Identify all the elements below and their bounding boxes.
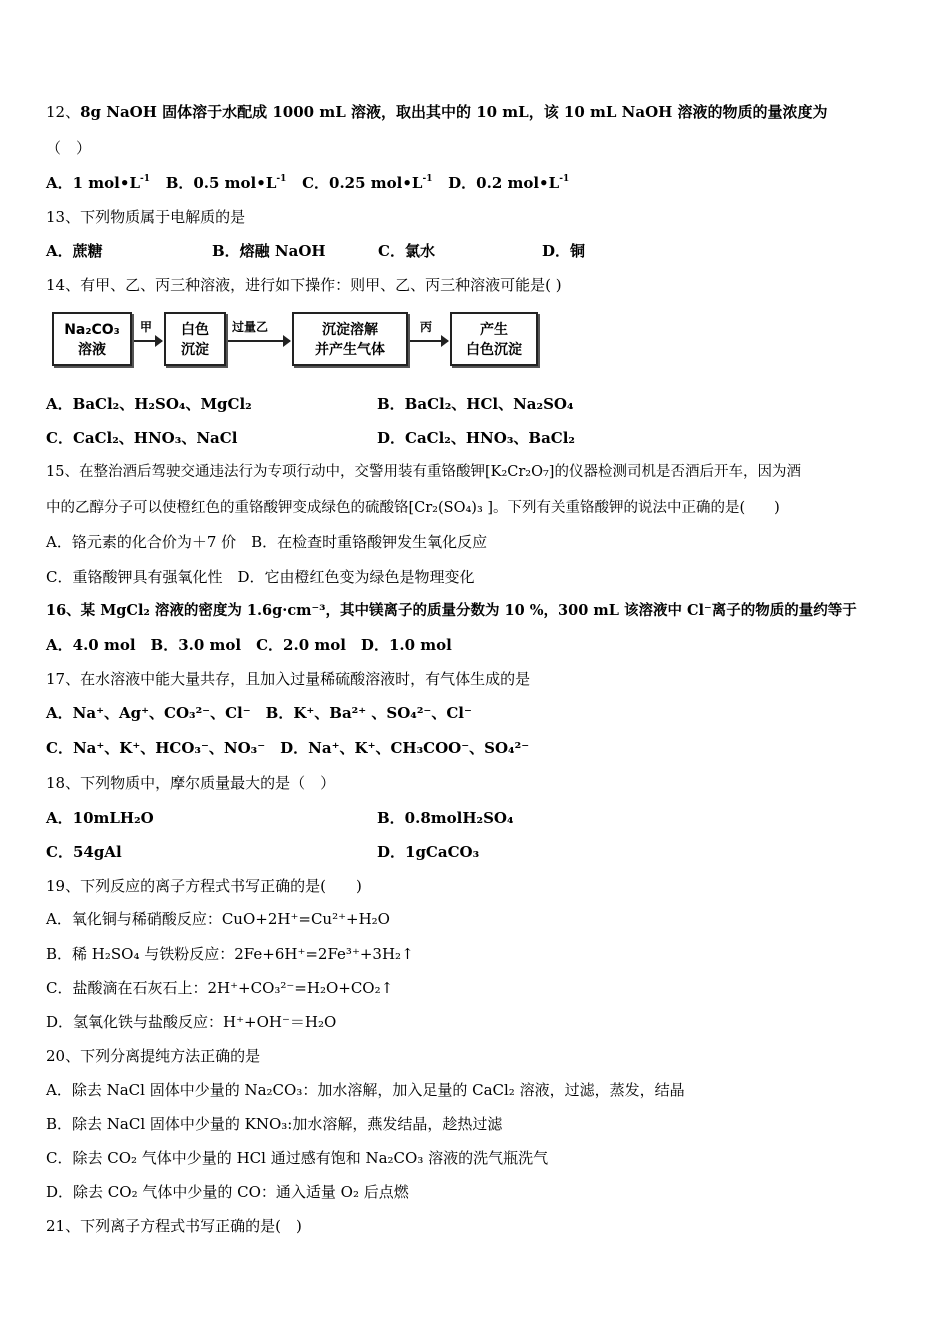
flow-box-result: 产生 白色沉淀 bbox=[450, 312, 538, 366]
q20-stem: 20、下列分离提纯方法正确的是 bbox=[46, 1047, 261, 1065]
q14-option-d: D．CaCl₂、HNO₃、BaCl₂ bbox=[377, 429, 575, 447]
q19-option-b: B．稀 H₂SO₄ 与铁粉反应：2Fe+6H⁺=2Fe³⁺+3H₂↑ bbox=[46, 945, 414, 963]
q14-option-c: C．CaCl₂、HNO₃、NaCl bbox=[46, 429, 238, 447]
flow-label-yi: 过量乙 bbox=[232, 320, 269, 334]
q19-option-c: C．盐酸滴在石灰石上：2H⁺+CO₃²⁻=H₂O+CO₂↑ bbox=[46, 979, 394, 997]
q12-options bbox=[46, 173, 569, 193]
q15-options-ab: A．铬元素的化合价为＋7 价 B．在检查时重铬酸钾发生氧化反应 bbox=[46, 533, 488, 551]
q17-stem: 17、在水溶液中能大量共存，且加入过量稀硫酸溶液时，有气体生成的是 bbox=[46, 670, 531, 688]
q20-option-c: C．除去 CO₂ 气体中少量的 HCl 通过感有饱和 Na₂CO₃ 溶液的洗气瓶洗气 bbox=[46, 1149, 549, 1167]
q14-flow-diagram bbox=[52, 310, 542, 370]
q19-stem: 19、下列反应的离子方程式书写正确的是( ) bbox=[46, 877, 362, 895]
q15-stem-line2: 中的乙醇分子可以使橙红色的重铬酸钾变成绿色的硫酸铬[Cr₂(SO₄)₃ ]。下列有关重铬酸钾的说法中正确的是( ) bbox=[46, 500, 780, 516]
q14-option-b: B．BaCl₂、HCl、Na₂SO₄ bbox=[377, 395, 574, 413]
q18-option-c: C．54gAl bbox=[46, 843, 122, 861]
flow-arrow-3 bbox=[410, 340, 448, 342]
q12-option-d: D．0.2 $mol•L^{-1}$ bbox=[448, 174, 570, 192]
flow-box-na2co3: Na₂CO₃ 溶液 bbox=[52, 312, 132, 366]
q12-paren: （ ） bbox=[46, 139, 92, 157]
q19-option-d: D．氢氧化铁与盐酸反应：H⁺+OH⁻＝H₂O bbox=[46, 1013, 337, 1031]
flow-box-precipitate: 白色 沉淀 bbox=[164, 312, 226, 366]
q18-option-a: A．10mLH₂O bbox=[46, 809, 154, 827]
q15-options-cd: C．重铬酸钾具有强氧化性 D．它由橙红色变为绿色是物理变化 bbox=[46, 568, 475, 586]
q14-stem: 14、有甲、乙、丙三种溶液，进行如下操作：则甲、乙、丙三种溶液可能是( ) bbox=[46, 276, 562, 294]
q12-option-c: C．0.25 $mol•L^{-1}$ bbox=[302, 174, 433, 192]
q18-option-b: B．0.8molH₂SO₄ bbox=[377, 809, 514, 827]
q20-option-a: A．除去 NaCl 固体中少量的 Na₂CO₃：加水溶解，加入足量的 CaCl₂ 溶液，过滤，蒸发，结晶 bbox=[46, 1081, 685, 1099]
q16-options: A．4.0 mol B．3.0 mol C．2.0 mol D．1.0 mol bbox=[46, 636, 452, 654]
q13-option-b: B．熔融 NaOH bbox=[212, 242, 326, 260]
flow-box-dissolve: 沉淀溶解 并产生气体 bbox=[292, 312, 408, 366]
q15-stem-line1: 15、在整治酒后驾驶交通违法行为专项行动中，交警用装有重铬酸钾[K₂Cr₂O₇]的仪器检测司机是否酒后开车，因为酒 bbox=[46, 464, 801, 480]
q13-option-a: A．蔗糖 bbox=[46, 242, 103, 260]
q14-option-a: A．BaCl₂、H₂SO₄、MgCl₂ bbox=[46, 395, 252, 413]
q17-options-cd: C．Na⁺、K⁺、HCO₃⁻、NO₃⁻ D．Na⁺、K⁺、CH₃COO⁻、SO₄²⁻ bbox=[46, 739, 530, 757]
q12-stem-text: 8g NaOH 固体溶于水配成 1000 mL 溶液，取出其中的 10 mL，该 10 mL NaOH 溶液的物质的量浓度为 bbox=[80, 103, 828, 121]
q13-option-d: D．铜 bbox=[542, 242, 586, 260]
q16-stem: 16、某 MgCl₂ 溶液的密度为 1.6g·cm⁻³，其中镁离子的质量分数为 10 %，300 mL 该溶液中 Cl⁻离子的物质的量约等于 bbox=[46, 602, 857, 619]
q13-stem: 13、下列物质属于电解质的是 bbox=[46, 208, 246, 226]
q20-option-d: D．除去 CO₂ 气体中少量的 CO：通入适量 O₂ 后点燃 bbox=[46, 1183, 409, 1201]
flow-arrow-1 bbox=[134, 340, 162, 342]
q12-option-a: A．1 $mol•L^{-1}$ bbox=[46, 174, 151, 192]
q12-number: 12、 bbox=[46, 103, 81, 121]
flow-label-bing: 丙 bbox=[420, 320, 433, 334]
q13-option-c: C．氯水 bbox=[378, 242, 435, 260]
flow-label-jia: 甲 bbox=[140, 320, 153, 334]
flow-arrow-2 bbox=[228, 340, 290, 342]
q20-option-b: B．除去 NaCl 固体中少量的 KNO₃:加水溶解，燕发结晶，趁热过滤 bbox=[46, 1115, 503, 1133]
q19-option-a: A．氧化铜与稀硝酸反应：CuO+2H⁺=Cu²⁺+H₂O bbox=[46, 910, 390, 928]
q12-stem bbox=[46, 102, 828, 122]
q17-options-ab: A．Na⁺、Ag⁺、CO₃²⁻、Cl⁻ B．K⁺、Ba²⁺ 、SO₄²⁻、Cl⁻ bbox=[46, 704, 472, 722]
q18-option-d: D．1gCaCO₃ bbox=[377, 843, 480, 861]
q21-stem: 21、下列离子方程式书写正确的是( ) bbox=[46, 1217, 302, 1235]
q12-option-b: B．0.5 $mol•L^{-1}$ bbox=[165, 174, 287, 192]
q18-stem: 18、下列物质中，摩尔质量最大的是（ ） bbox=[46, 774, 336, 792]
